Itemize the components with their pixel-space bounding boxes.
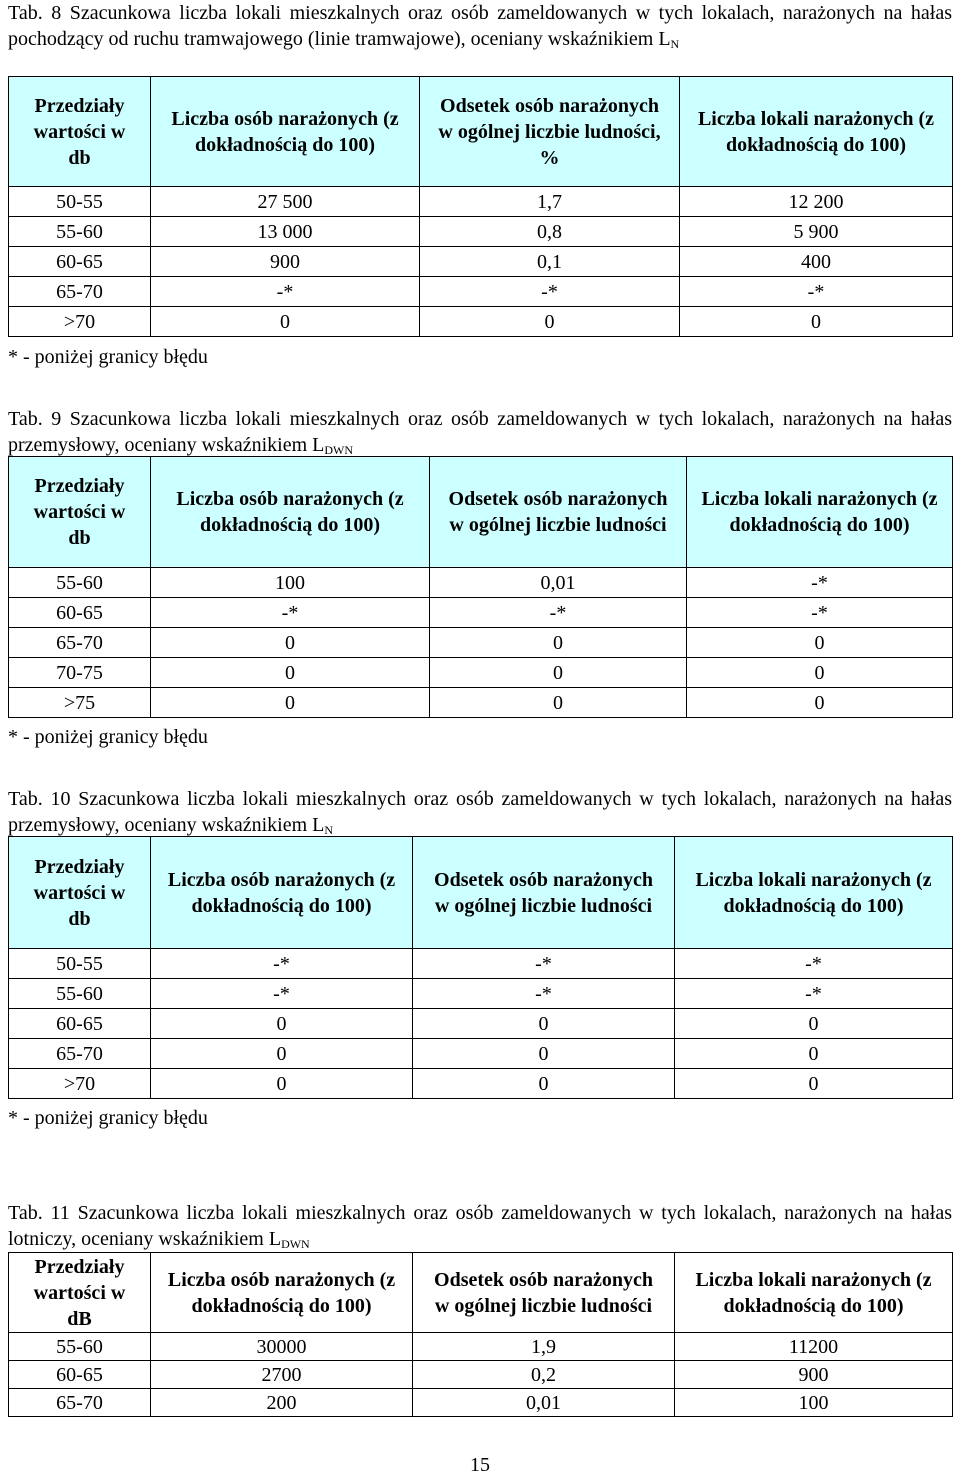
- table-cell: 13 000: [151, 217, 420, 247]
- footnote: * - poniżej granicy błędu: [8, 726, 208, 748]
- table-row: [9, 1069, 953, 1099]
- table-8-caption: Tab. 8 Szacunkowa liczba lokali mieszkalnych oraz osób zameldowanych w tych lokalach, narażonych na hałas pochodzący od ruchu tramwajowego (linie tramwajowe), oceniany wskaźnikiem $L_N$: [8, 2, 952, 51]
- table-cell: -*: [687, 598, 953, 628]
- table-row: [9, 979, 953, 1009]
- table-cell: -*: [675, 949, 953, 979]
- table-cell: -*: [151, 979, 413, 1009]
- table-cell: 0: [680, 307, 953, 337]
- table-cell: 200: [151, 1389, 413, 1417]
- table-row: [9, 247, 953, 277]
- table-cell: >70: [9, 1069, 151, 1099]
- header-cell: Liczba osób narażonych (z dokładnością do 100): [151, 837, 413, 949]
- table-cell: 55-60: [9, 568, 151, 598]
- table-cell: >70: [9, 307, 151, 337]
- table-row: [9, 658, 953, 688]
- table-cell: -*: [687, 568, 953, 598]
- table-cell: -*: [430, 598, 687, 628]
- table-row: [9, 307, 953, 337]
- table-row: [9, 628, 953, 658]
- table-cell: 0: [151, 1009, 413, 1039]
- table-cell: 0: [430, 688, 687, 718]
- page-number: 15: [470, 1454, 490, 1476]
- header-row: [9, 1253, 953, 1333]
- header-cell: Liczba osób narażonych (z dokładnością do 100): [151, 77, 420, 187]
- header-cell: Przedziały wartości w db: [9, 457, 151, 568]
- table-cell: 0: [151, 307, 420, 337]
- table-cell: 0: [151, 1069, 413, 1099]
- table-cell: 0: [151, 688, 430, 718]
- table-cell: 0,01: [413, 1389, 675, 1417]
- table-cell: 65-70: [9, 1389, 151, 1417]
- header-cell: Przedziały wartości w dB: [9, 1253, 151, 1333]
- table-cell: 60-65: [9, 247, 151, 277]
- caption-subscript: DWN: [281, 1237, 310, 1251]
- table-cell: >75: [9, 688, 151, 718]
- table-row: [9, 1333, 953, 1361]
- table-cell: 0: [413, 1009, 675, 1039]
- table-cell: 1,9: [413, 1333, 675, 1361]
- table-row: [9, 568, 953, 598]
- table-cell: 0: [687, 688, 953, 718]
- table-cell: 55-60: [9, 1333, 151, 1361]
- table-cell: 0: [675, 1039, 953, 1069]
- table-cell: -*: [680, 277, 953, 307]
- table-row: [9, 1009, 953, 1039]
- table-row: [9, 1039, 953, 1069]
- header-cell: Liczba lokali narażonych (z dokładnością do 100): [675, 1253, 953, 1333]
- header-cell: Odsetek osób narażonych w ogólnej liczbie ludności: [430, 457, 687, 568]
- table-cell: 0: [687, 628, 953, 658]
- table-cell: 0,8: [420, 217, 680, 247]
- table-11-caption: Tab. 11 Szacunkowa liczba lokali mieszkalnych oraz osób zameldowanych w tych lokalach, narażonych na hałas lotniczy, oceniany wskaźnikiem $L_{DWN}$: [8, 1202, 952, 1251]
- table-cell: 5 900: [680, 217, 953, 247]
- header-cell: Liczba lokali narażonych (z dokładnością do 100): [687, 457, 953, 568]
- table-cell: 0: [430, 628, 687, 658]
- header-cell: Liczba lokali narażonych (z dokładnością do 100): [675, 837, 953, 949]
- header-row: [9, 837, 953, 949]
- header-cell: Odsetek osób narażonych w ogólnej liczbie ludności, %: [420, 77, 680, 187]
- table-cell: -*: [151, 277, 420, 307]
- table-cell: -*: [413, 949, 675, 979]
- table-cell: 50-55: [9, 187, 151, 217]
- table-cell: 11200: [675, 1333, 953, 1361]
- footnote: * - poniżej granicy błędu: [8, 346, 208, 368]
- table-cell: -*: [420, 277, 680, 307]
- table-cell: 0: [420, 307, 680, 337]
- table-cell: 0: [413, 1039, 675, 1069]
- table-row: [9, 187, 953, 217]
- table-cell: 0: [151, 1039, 413, 1069]
- table-cell: 55-60: [9, 979, 151, 1009]
- header-cell: Odsetek osób narażonych w ogólnej liczbie ludności: [413, 1253, 675, 1333]
- table-8: [8, 76, 953, 337]
- table-cell: 65-70: [9, 277, 151, 307]
- header-cell: Odsetek osób narażonych w ogólnej liczbie ludności: [413, 837, 675, 949]
- table-cell: 400: [680, 247, 953, 277]
- header-cell: Przedziały wartości w db: [9, 77, 151, 187]
- header-cell: Przedziały wartości w db: [9, 837, 151, 949]
- table-cell: 30000: [151, 1333, 413, 1361]
- table-cell: -*: [151, 949, 413, 979]
- table-cell: 2700: [151, 1361, 413, 1389]
- table-cell: 65-70: [9, 1039, 151, 1069]
- table-cell: 0: [687, 658, 953, 688]
- caption-subscript: DWN: [324, 443, 354, 457]
- table-cell: 0: [430, 658, 687, 688]
- footnote: * - poniżej granicy błędu: [8, 1107, 208, 1129]
- table-9-caption: Tab. 9 Szacunkowa liczba lokali mieszkalnych oraz osób zameldowanych w tych lokalach, narażonych na hałas przemysłowy, oceniany wskaźnikiem $L_{DWN}$: [8, 408, 952, 457]
- header-row: [9, 457, 953, 568]
- table-cell: 60-65: [9, 1361, 151, 1389]
- table-row: [9, 277, 953, 307]
- table-cell: 70-75: [9, 658, 151, 688]
- table-10: [8, 836, 953, 1099]
- table-cell: 65-70: [9, 628, 151, 658]
- table-cell: 60-65: [9, 598, 151, 628]
- table-cell: 0: [151, 658, 430, 688]
- table-cell: 0,01: [430, 568, 687, 598]
- header-cell: Liczba lokali narażonych (z dokładnością do 100): [680, 77, 953, 187]
- caption-subscript: N: [670, 37, 680, 51]
- table-9: [8, 456, 953, 718]
- table-cell: 60-65: [9, 1009, 151, 1039]
- table-cell: 100: [151, 568, 430, 598]
- table-cell: 0: [675, 1069, 953, 1099]
- table-row: [9, 1389, 953, 1417]
- table-cell: -*: [413, 979, 675, 1009]
- table-cell: -*: [675, 979, 953, 1009]
- table-cell: 900: [675, 1361, 953, 1389]
- table-cell: 55-60: [9, 217, 151, 247]
- table-row: [9, 598, 953, 628]
- table-cell: -*: [151, 598, 430, 628]
- table-cell: 900: [151, 247, 420, 277]
- table-cell: 1,7: [420, 187, 680, 217]
- table-cell: 27 500: [151, 187, 420, 217]
- table-cell: 100: [675, 1389, 953, 1417]
- table-row: [9, 949, 953, 979]
- table-cell: 0: [413, 1069, 675, 1099]
- caption-subscript: N: [324, 823, 334, 837]
- table-cell: 0: [151, 628, 430, 658]
- table-row: [9, 1361, 953, 1389]
- table-row: [9, 688, 953, 718]
- table-cell: 0: [675, 1009, 953, 1039]
- table-11: [8, 1252, 953, 1417]
- table-cell: 50-55: [9, 949, 151, 979]
- table-10-caption: Tab. 10 Szacunkowa liczba lokali mieszkalnych oraz osób zameldowanych w tych lokalach, narażonych na hałas przemysłowy, oceniany wskaźnikiem $L_N$: [8, 788, 952, 837]
- table-cell: 12 200: [680, 187, 953, 217]
- table-cell: 0,2: [413, 1361, 675, 1389]
- table-cell: 0,1: [420, 247, 680, 277]
- header-cell: Liczba osób narażonych (z dokładnością do 100): [151, 1253, 413, 1333]
- table-row: [9, 217, 953, 247]
- header-cell: Liczba osób narażonych (z dokładnością do 100): [151, 457, 430, 568]
- header-row: [9, 77, 953, 187]
